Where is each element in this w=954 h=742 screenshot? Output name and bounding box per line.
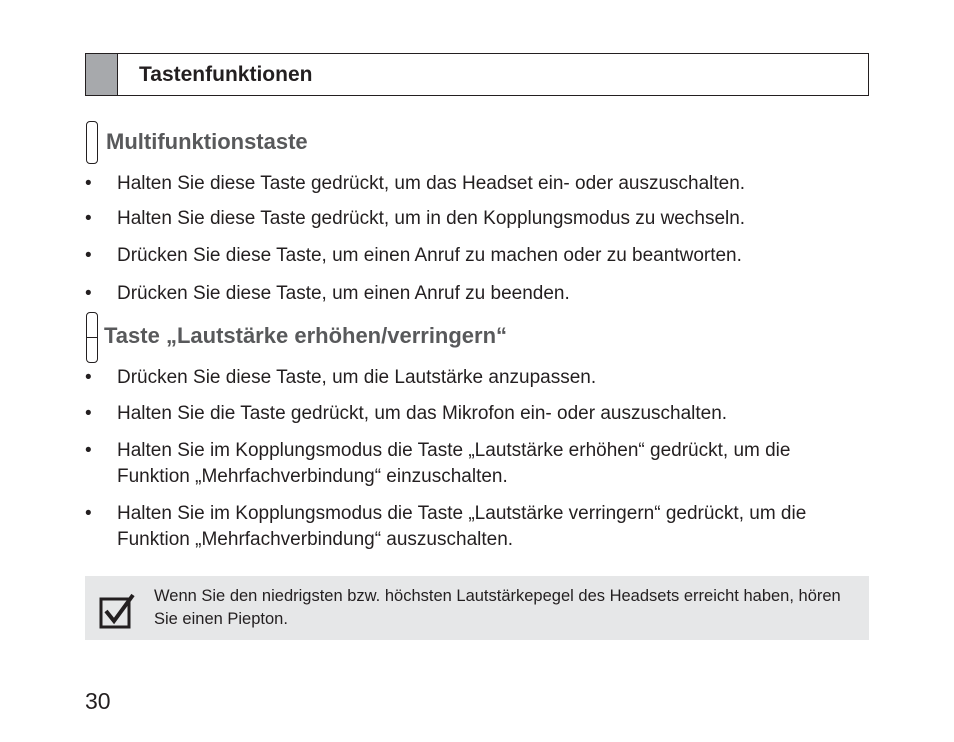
volume-button-icon	[86, 312, 98, 363]
bullet-icon: •	[85, 503, 92, 524]
page-number: 30	[85, 688, 111, 714]
bullet-icon: •	[85, 173, 92, 194]
section-title-multifunction: Multifunktionstaste	[106, 129, 308, 154]
bullet-icon: •	[85, 208, 92, 229]
list-item-text: Drücken Sie diese Taste, um die Lautstärke anzupassen.	[117, 367, 597, 388]
bullet-icon: •	[85, 440, 92, 461]
list-item-text: Halten Sie diese Taste gedrückt, um das Headset ein- oder auszuschalten.	[117, 173, 746, 194]
section-title-volume: Taste „Lautstärke erhöhen/verringern“	[104, 323, 508, 348]
section-header-bar	[85, 53, 869, 96]
page-title: Tastenfunktionen	[139, 63, 313, 86]
list-item-text: Halten Sie diese Taste gedrückt, um in den Kopplungsmodus zu wechseln.	[117, 208, 746, 229]
list-item-text: Drücken Sie diese Taste, um einen Anruf zu machen oder zu beantworten.	[117, 245, 742, 266]
list-item-text: Drücken Sie diese Taste, um einen Anruf zu beenden.	[117, 283, 570, 304]
list-item-text: Halten Sie die Taste gedrückt, um das Mikrofon ein- oder auszuschalten.	[117, 403, 728, 424]
list-item-text: Halten Sie im Kopplungsmodus die Taste „Lautstärke verringern“ gedrückt, um die Funktion „Mehrfachverbindung“ auszuschalten.	[117, 503, 807, 550]
bullet-icon: •	[85, 403, 92, 424]
bullet-icon: •	[85, 367, 92, 388]
checkbox-check-icon	[99, 593, 135, 629]
list-item-text: Halten Sie im Kopplungsmodus die Taste „Lautstärke erhöhen“ gedrückt, um die Funktion „Mehrfachverbindung“ einzuschalten.	[117, 440, 791, 487]
header-tab-marker	[86, 54, 118, 95]
bullet-icon: •	[85, 283, 92, 304]
note-box	[85, 576, 869, 640]
multifunction-button-icon	[86, 121, 98, 164]
note-text: Wenn Sie den niedrigsten bzw. höchsten Lautstärkepegel des Headsets erreicht haben, hören Sie einen Piepton.	[154, 587, 841, 628]
bullet-icon: •	[85, 245, 92, 266]
